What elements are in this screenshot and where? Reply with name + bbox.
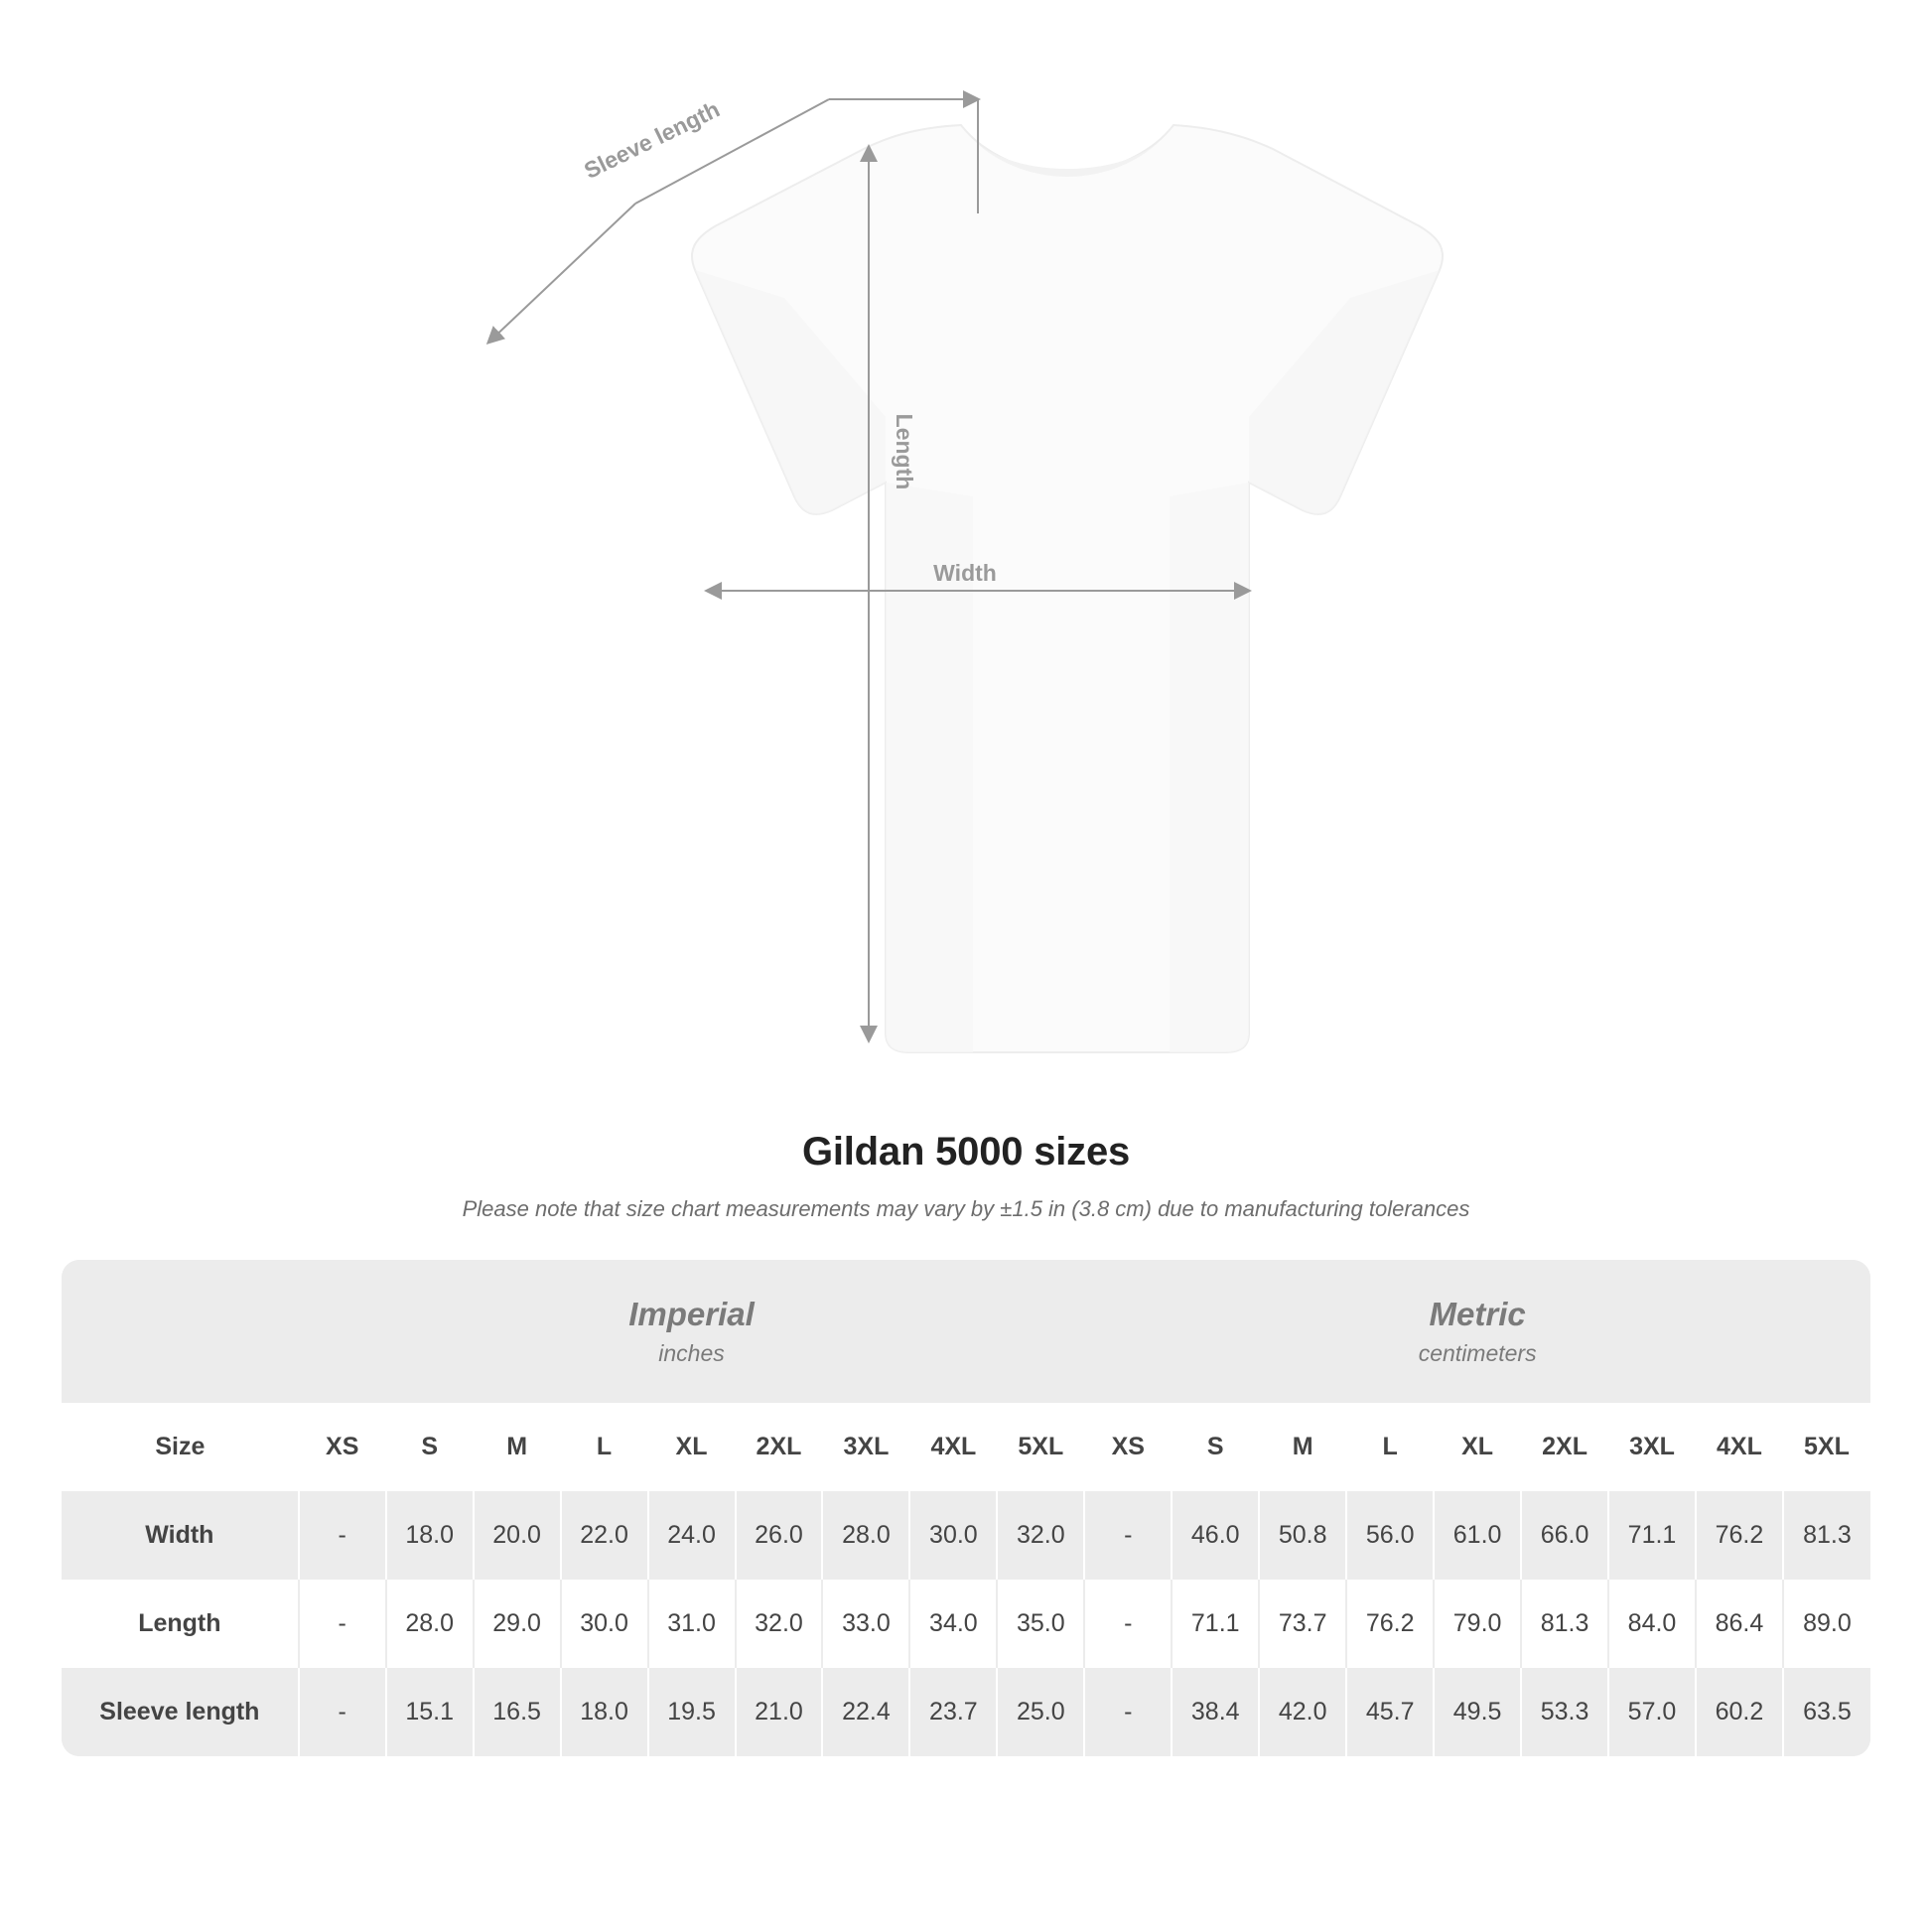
cell-sleeve-10: 38.4 (1172, 1668, 1259, 1756)
row-label-length: Length (62, 1580, 299, 1668)
unit-group-metric-name: Metric (1429, 1296, 1526, 1332)
cell-width-2: 20.0 (474, 1491, 561, 1580)
cell-width-0: - (299, 1491, 386, 1580)
cell-length-7: 34.0 (909, 1580, 997, 1668)
cell-width-8: 32.0 (997, 1491, 1084, 1580)
column-header-l-metric: L (1346, 1403, 1434, 1491)
length-label: Length (892, 413, 917, 490)
cell-length-15: 84.0 (1608, 1580, 1696, 1668)
column-header-m-imperial: M (474, 1403, 561, 1491)
unit-group-imperial (299, 1260, 1085, 1403)
cell-length-13: 79.0 (1434, 1580, 1521, 1668)
column-header-s-imperial: S (386, 1403, 474, 1491)
column-header-xl-imperial: XL (648, 1403, 736, 1491)
unit-group-metric-unit: centimeters (1418, 1340, 1537, 1367)
column-header-4xl-imperial: 4XL (909, 1403, 997, 1491)
column-header-3xl-imperial: 3XL (822, 1403, 909, 1491)
tshirt-shape (692, 125, 1443, 1052)
cell-sleeve-5: 21.0 (736, 1668, 823, 1756)
column-header-xs-metric: XS (1084, 1403, 1172, 1491)
column-header-l-imperial: L (561, 1403, 648, 1491)
tolerance-note: Please note that size chart measurements may vary by ±1.5 in (3.8 cm) due to manufacturing tolerances (462, 1196, 1470, 1221)
column-header-s-metric: S (1172, 1403, 1259, 1491)
table-row (62, 1580, 1870, 1668)
cell-length-10: 71.1 (1172, 1580, 1259, 1668)
column-header-4xl-metric: 4XL (1696, 1403, 1783, 1491)
unit-group-imperial-name: Imperial (628, 1296, 755, 1332)
cell-length-16: 86.4 (1696, 1580, 1783, 1668)
cell-width-15: 71.1 (1608, 1491, 1696, 1580)
column-header-m-metric: M (1259, 1403, 1346, 1491)
cell-sleeve-2: 16.5 (474, 1668, 561, 1756)
cell-length-9: - (1084, 1580, 1172, 1668)
cell-sleeve-15: 57.0 (1608, 1668, 1696, 1756)
cell-width-17: 81.3 (1783, 1491, 1870, 1580)
unit-group-metric (1084, 1260, 1870, 1403)
cell-length-12: 76.2 (1346, 1580, 1434, 1668)
cell-width-5: 26.0 (736, 1491, 823, 1580)
cell-width-13: 61.0 (1434, 1491, 1521, 1580)
cell-sleeve-13: 49.5 (1434, 1668, 1521, 1756)
cell-sleeve-0: - (299, 1668, 386, 1756)
cell-sleeve-6: 22.4 (822, 1668, 909, 1756)
cell-sleeve-9: - (1084, 1668, 1172, 1756)
title-block (0, 1130, 1932, 1222)
cell-width-12: 56.0 (1346, 1491, 1434, 1580)
cell-length-3: 30.0 (561, 1580, 648, 1668)
cell-length-17: 89.0 (1783, 1580, 1870, 1668)
cell-length-8: 35.0 (997, 1580, 1084, 1668)
cell-length-1: 28.0 (386, 1580, 474, 1668)
column-header-2xl-imperial: 2XL (736, 1403, 823, 1491)
cell-length-11: 73.7 (1259, 1580, 1346, 1668)
cell-length-5: 32.0 (736, 1580, 823, 1668)
unit-header-row (62, 1260, 1870, 1403)
cell-sleeve-1: 15.1 (386, 1668, 474, 1756)
cell-length-6: 33.0 (822, 1580, 909, 1668)
column-header-2xl-metric: 2XL (1521, 1403, 1608, 1491)
column-header-5xl-imperial: 5XL (997, 1403, 1084, 1491)
cell-width-6: 28.0 (822, 1491, 909, 1580)
cell-sleeve-7: 23.7 (909, 1668, 997, 1756)
cell-length-0: - (299, 1580, 386, 1668)
column-header-5xl-metric: 5XL (1783, 1403, 1870, 1491)
cell-length-4: 31.0 (648, 1580, 736, 1668)
table-row (62, 1491, 1870, 1580)
cell-width-10: 46.0 (1172, 1491, 1259, 1580)
cell-sleeve-16: 60.2 (1696, 1668, 1783, 1756)
size-table-wrap (62, 1260, 1870, 1756)
cell-sleeve-11: 42.0 (1259, 1668, 1346, 1756)
sleeve-length-label: Sleeve length (580, 95, 724, 184)
cell-width-1: 18.0 (386, 1491, 474, 1580)
size-table (62, 1260, 1870, 1756)
page-title: Gildan 5000 sizes (801, 1130, 1131, 1173)
row-label-width: Width (62, 1491, 299, 1580)
cell-sleeve-3: 18.0 (561, 1668, 648, 1756)
cell-width-4: 24.0 (648, 1491, 736, 1580)
column-header-3xl-metric: 3XL (1608, 1403, 1696, 1491)
cell-width-9: - (1084, 1491, 1172, 1580)
cell-sleeve-8: 25.0 (997, 1668, 1084, 1756)
row-label-sleeve-length: Sleeve length (62, 1668, 299, 1756)
unit-group-imperial-unit: inches (658, 1340, 725, 1367)
cell-width-11: 50.8 (1259, 1491, 1346, 1580)
cell-width-7: 30.0 (909, 1491, 997, 1580)
size-header-row (62, 1403, 1870, 1491)
cell-sleeve-14: 53.3 (1521, 1668, 1608, 1756)
cell-width-14: 66.0 (1521, 1491, 1608, 1580)
cell-width-3: 22.0 (561, 1491, 648, 1580)
column-header-size: Size (62, 1403, 299, 1491)
cell-length-14: 81.3 (1521, 1580, 1608, 1668)
cell-width-16: 76.2 (1696, 1491, 1783, 1580)
unit-spacer (62, 1260, 299, 1403)
width-label: Width (933, 560, 997, 586)
column-header-xs-imperial: XS (299, 1403, 386, 1491)
table-row (62, 1668, 1870, 1756)
cell-sleeve-17: 63.5 (1783, 1668, 1870, 1756)
cell-sleeve-4: 19.5 (648, 1668, 736, 1756)
column-header-xl-metric: XL (1434, 1403, 1521, 1491)
cell-sleeve-12: 45.7 (1346, 1668, 1434, 1756)
cell-length-2: 29.0 (474, 1580, 561, 1668)
